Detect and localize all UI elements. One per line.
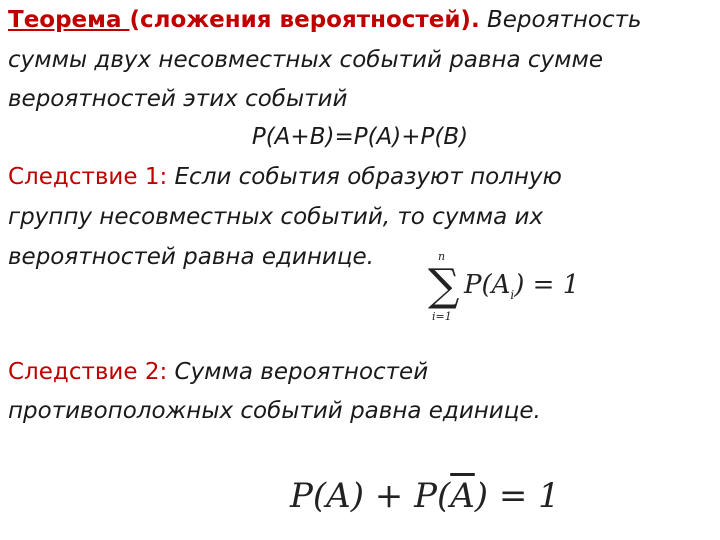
- theorem-formula: P(A+B)=P(A)+P(B): [251, 124, 469, 150]
- corollary1-label: Следствие 1:: [8, 164, 168, 190]
- complement-formula-text: [290, 476, 560, 516]
- sigma-symbol: ∑: [428, 260, 460, 311]
- theorem-text-1: Вероятность: [479, 7, 642, 33]
- theorem-subtitle: (сложения вероятностей).: [129, 7, 480, 33]
- sum-lower-limit: i=1: [432, 310, 452, 323]
- theorem-text-3: вероятностей этих событий: [8, 86, 348, 112]
- corollary2-label: Следствие 2:: [8, 359, 168, 385]
- sum-body: [464, 270, 579, 302]
- corollary2-text-2: противоположных событий равна единице.: [8, 398, 541, 424]
- sum-body-main: P(A: [464, 270, 511, 300]
- corollary1-line-1: [8, 162, 562, 192]
- corollary1-text-1: Если события образуют полную: [167, 164, 562, 190]
- sum-upper-limit: n: [438, 250, 446, 263]
- theorem-line-1: [8, 5, 642, 35]
- complement-part-2: ) = 1: [474, 476, 560, 516]
- complement-formula: [290, 470, 590, 520]
- theorem-label: Теорема: [8, 7, 130, 33]
- corollary1-text-3: вероятностей равна единице.: [8, 244, 374, 270]
- complement-part-1: P(A) + P(: [290, 476, 451, 516]
- corollary1-text-2: группу несовместных событий, то сумма их: [8, 204, 544, 230]
- theorem-text-2: суммы двух несовместных событий равна сумме: [8, 47, 604, 73]
- sum-formula: [424, 250, 594, 330]
- corollary2-line-1: [8, 357, 428, 387]
- sum-body-rest: ) = 1: [514, 270, 580, 300]
- sum-body-sub: i: [510, 288, 515, 303]
- corollary2-text-1: Сумма вероятностей: [167, 359, 429, 385]
- complement-bar-a: $\overline{A}$: [450, 476, 475, 516]
